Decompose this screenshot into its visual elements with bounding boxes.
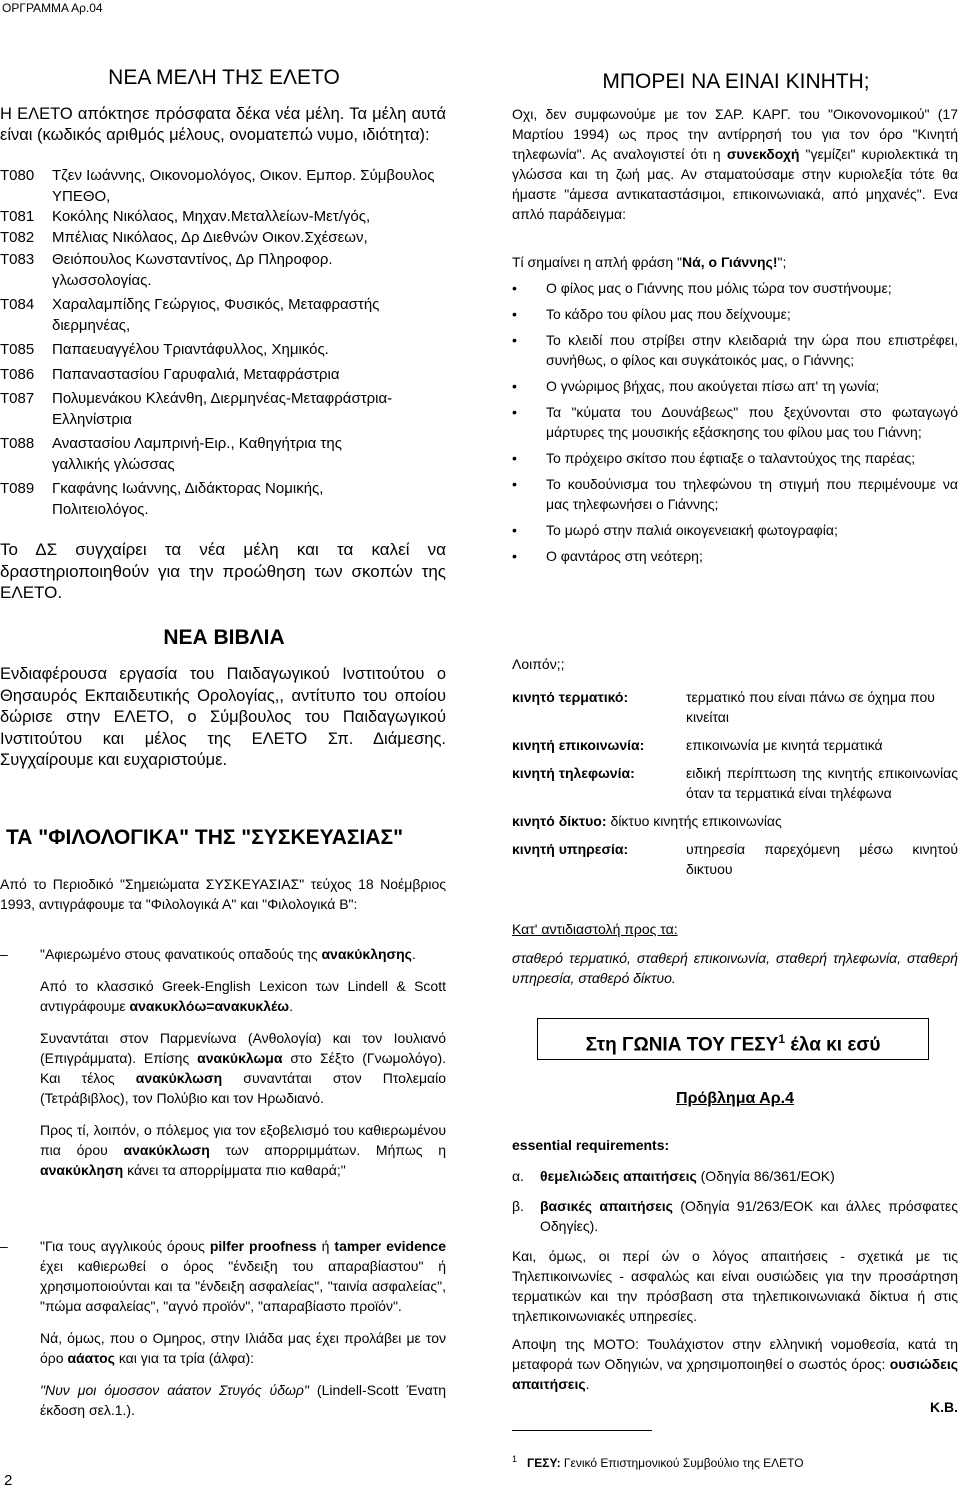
term-row: κινητή τηλεφωνία: ειδική περίπτωση της κινητής επικοινωνίας όταν τα τερματικά είναι τηλέφωνα <box>512 765 958 801</box>
quote-a-para: Συναντάται στον Παρμενίωνα (Ανθολογία) και τον Ιουλιανό (Επιγράμματα). Επίσης ανακύκλωμα στο Σέξτο (Γνωμολόγο). Και τέλος ανακύκλωση συναντάται στον Πτολεμαίο (Τετράβιβλος), τον Πολύβιο και τον Ηρωδιανό. <box>40 1030 447 1106</box>
philological-title: ΤΑ "ΦΙΛΟΛΟΓΙΚΑ" ΤΗΣ "ΣΥΣΚΕΥΑΣΙΑΣ" <box>6 826 404 849</box>
philological-intro: Από το Περιοδικό "Σημειώματα ΣΥΣΚΕΥΑΣΙΑΣ" τεύχος 18 Νοέμβριος 1993, αντιγράφουμε τα "Φιλολογικά Α" και "Φιλολογικά Β": <box>0 876 446 912</box>
new-books-text: Ενδιαφέρουσα εργασία του Παιδαγωγικού Ινστιτούτου ο Θησαυρός Εκπαιδευτικής Ορολογίας,, αντίτυπο του οποίου δώρισε στην ΕΛΕΤΟ, ο Σύμβουλος του Παιδαγωγικού Ινστιτούτου και μέλος της ΕΛΕΤΟ Σπ. Διάμεσης. Συγχαίρουμε και ευχαριστούμε. <box>0 665 446 769</box>
quote-b-para: "Για τους αγγλικούς όρους pilfer proofness ή tamper evidence έχει καθιερωθεί ο όρος "ένδειξη του απαραβίαστου" ή χρησιμοποιούνται και τα "ένδειξη ασφαλείας", "ταινία ασφαλείας", "πώμα ασφαλείας", "αγνό προϊόν", "απαραβίαστο προϊόν". <box>40 1238 446 1314</box>
members-list <box>0 166 446 520</box>
new-members-closing: Το ΔΣ συγχαίρει τα νέα μέλη και τα καλεί να δραστηριοποιηθούν για την προώθηση των σκοπών της ΕΛΕΤΟ. <box>0 540 446 602</box>
requirements-list <box>512 1166 958 1236</box>
philological-b <box>0 1236 446 1420</box>
quote-b-para: "Νυν μοι όμοσσον αάατον Στυγός ύδωρ" (Lindell-Scott Ένατη έκδοση σελ.1.). <box>40 1382 447 1418</box>
list-item: β. βασικές απαιτήσεις (Οδηγία 91/263/ΕΟΚ και άλλες πρόσφατες Οδηγίες). <box>512 1198 958 1234</box>
list-item: • Τα "κύματα του Δουνάβεως" που ξεχύνονται στο φωταγωγό μάρτυρες της μουσικής εξάσκησης του φίλου μας του Γιάννη; <box>512 404 958 440</box>
terms-list <box>512 687 958 887</box>
dash-marker: – <box>0 1238 8 1254</box>
member-row: Τ085 Παπαευαγγέλου Τριαντάφυλλος, Χημικός. <box>0 341 329 358</box>
term-row: κινητή επικοινωνία: επικοινωνία με κινητά τερματικά <box>512 737 883 753</box>
mobile-bullets <box>512 278 958 572</box>
list-item: • Το πρόχειρο σκίτσο που έφτιαξε ο ταλαντούχος της παρέας; <box>512 450 916 466</box>
running-header: ΟΡΓΡΑΜΜΑ Αρ.04 <box>2 1 103 15</box>
corner-para-1: Και, όμως, οι περί ών ο λόγος απαιτήσεις - σχετικά με τις Τηλεπικοινωνίες - ασφαλώς και είναι ουσιώδεις για την προσάρτηση τερματικών και την πρόσβαση στα τηλεπικοινωνιακά δίκτυα ή στις τηλεπικοινωνιακές υπηρεσίες. <box>512 1248 958 1324</box>
contrast-label: Κατ' αντιδιαστολή προς τα: <box>512 921 678 937</box>
member-row: Τ084 Χαραλαμπίδης Γεώργιος, Φυσικός, Μεταφραστής διερμηνέας, <box>0 296 380 334</box>
footnote: $^1$ ΓΕΣΥ: Γενικό Επιστημονικού Συμβούλιο της ΕΛΕΤΟ <box>512 1454 804 1470</box>
mobile-question: Τί σημαίνει η απλή φράση "Νά, ο Γιάννης!"; <box>512 254 787 270</box>
mobile-intro: Οχι, δεν συμφωνούμε με τον ΣΑΡ. ΚΑΡΓ. του "Οικονονομικού" (17 Μαρτίου 1994) ως προς την αντίρρησή του για τον όρο "Κινητή τηλεφωνία". Ας αναλογιστεί ότι η συνεκδοχή "γεμίζει" κυριολεκτικά τη γλώσσα και τη ζωή μας. Αν σταματούσαμε στην κυριολεξία τότε θα ήμαστε "άμεσα αντικαταστάσιμοι, επικοινωνιακά, από μηχανές". Ενα απλό παράδειγμα: <box>512 106 958 222</box>
member-row: Τ089 Γκαφάνης Ιωάννης, Διδάκτορας Νομικής, Πολιτειολόγος. <box>0 480 324 518</box>
quote-a-para: Από το κλασσικό Greek-English Lexicon των Lindell & Scott αντιγράφουμε ανακυκλόω=ανακυκλέω. <box>40 978 446 1014</box>
quote-b-para: Νά, όμως, που ο Ομηρος, στην Ιλιάδα μας έχει προλάβει με τον όρο αάατος και για τα τρία (άλφα): <box>40 1330 446 1366</box>
new-members-title: ΝΕΑ ΜΕΛΗ ΤΗΣ ΕΛΕΤΟ <box>108 66 340 89</box>
list-item: • Το κουδούνισμα του τηλεφώνου τη στιγμή που περιμένουμε να μας τηλεφωνήσει ο Γιάννης; <box>512 476 958 512</box>
member-row: Τ082 Μπέλιας Νικόλαος, Δρ Διεθνών Οικον.Σχέσεων, <box>0 228 368 246</box>
corner-para-2: Αποψη της ΜΟΤΟ: Τουλάχιστον στην ελληνική νομοθεσία, κατά τη μεταφορά των Οδηγιών, να χρησιμοποιηθεί ο σωστός όρος: ουσιώδεις απαιτήσεις. <box>512 1336 958 1392</box>
essential-label: essential requirements: <box>512 1137 670 1153</box>
mobile-title: ΜΠΟΡΕΙ ΝΑ ΕΙΝΑΙ ΚΙΝΗΤΗ; <box>602 70 870 93</box>
signature: Κ.Β. <box>930 1399 958 1415</box>
so-text: Λοιπόν;; <box>512 656 565 672</box>
list-item: • Ο γνώριμος βήχας, που ακούγεται πίσω απ' τη γωνία; <box>512 378 880 394</box>
quote-a-para: Προς τί, λοιπόν, ο πόλεμος για τον εξοβελισμό του καθιερωμένου πια όρου ανακύκλωση των απορριμμάτων. Μήπως η ανακύκληση κάνει τα απορρίμματα πιο καθαρά;" <box>40 1122 447 1178</box>
member-row: Τ080 Τζεν Ιωάννης, Οικονομολόγος, Οικον. Εμπορ. Σύμβουλος ΥΠΕΘΟ, <box>0 167 435 205</box>
list-item: • Ο φαντάρος στη νεότερη; <box>512 548 703 564</box>
corner-box-title: Στη ΓΩΝΙΑ ΤΟΥ ΓΕΣΥ$^1$ έλα κι εσύ <box>537 1018 929 1060</box>
term-row: κινητό δίκτυο: δίκτυο κινητής επικοινωνίας <box>512 813 782 829</box>
list-item: • Το κάδρο του φίλου μας που δείχνουμε; <box>512 306 791 322</box>
page-number: 2 <box>4 1472 13 1489</box>
list-item: • Το κλειδί που στρίβει στην κλειδαριά την ώρα που επιστρέφει, συνήθως, ο φίλος και συγκάτοικός μας, ο Γιάννης; <box>512 332 958 368</box>
member-row: Τ087 Πολυμενάκου Κλεάνθη, Διερμηνέας-Μεταφράστρια-Ελληνίστρια <box>0 390 393 428</box>
term-row: κινητό τερματικό: τερματικό που είναι πάνω σε όχημα που κινείται <box>512 689 935 725</box>
footnote-rule <box>512 1430 652 1431</box>
contrast-text: σταθερό τερματικό, σταθερή επικοινωνία, σταθερή τηλεφωνία, σταθερή υπηρεσία, σταθερό δίκτυο. <box>512 950 958 986</box>
new-books-title: ΝΕΑ ΒΙΒΛΙΑ <box>163 626 285 649</box>
term-row: κινητή υπηρεσία: υπηρεσία παρεχόμενη μέσω κινητού δικτυου <box>512 841 958 877</box>
new-members-intro: Η ΕΛΕΤΟ απόκτησε πρόσφατα δέκα νέα μέλη. Τα μέλη αυτά είναι (κωδικός αριθμός μέλους, ονοματεπώ νυμο, ιδιότητα): <box>0 105 446 144</box>
member-row: Τ086 Παπαναστασίου Γαρυφαλιά, Μεταφράστρια <box>0 365 340 383</box>
member-row: Τ088 Αναστασίου Λαμπρινή-Ειρ., Καθηγήτρια της γαλλικής γλώσσας <box>0 435 342 473</box>
member-row: Τ081 Κοκόλης Νικόλαος, Μηχαν.Μεταλλείων-Μετ/γός, <box>0 208 371 225</box>
dash-marker: – <box>0 946 8 962</box>
quote-a-para: "Αφιερωμένο στους φανατικούς οπαδούς της ανακύκλησης. <box>40 946 416 962</box>
philological-a <box>0 944 446 1180</box>
member-row: Τ083 Θειόπουλος Κωνσταντίνος, Δρ Πληροφορ. γλωσσολογίας. <box>0 251 333 289</box>
list-item: • Το μωρό στην παλιά οικογενειακή φωτογραφία; <box>512 522 838 538</box>
problem-title: Πρόβλημα Αρ.4 <box>676 1090 794 1107</box>
list-item: • Ο φίλος μας ο Γιάννης που μόλις τώρα τον συστήνουμε; <box>512 280 892 296</box>
list-item: α. θεμελιώδεις απαιτήσεις (Οδηγία 86/361/ΕΟΚ) <box>512 1168 835 1184</box>
